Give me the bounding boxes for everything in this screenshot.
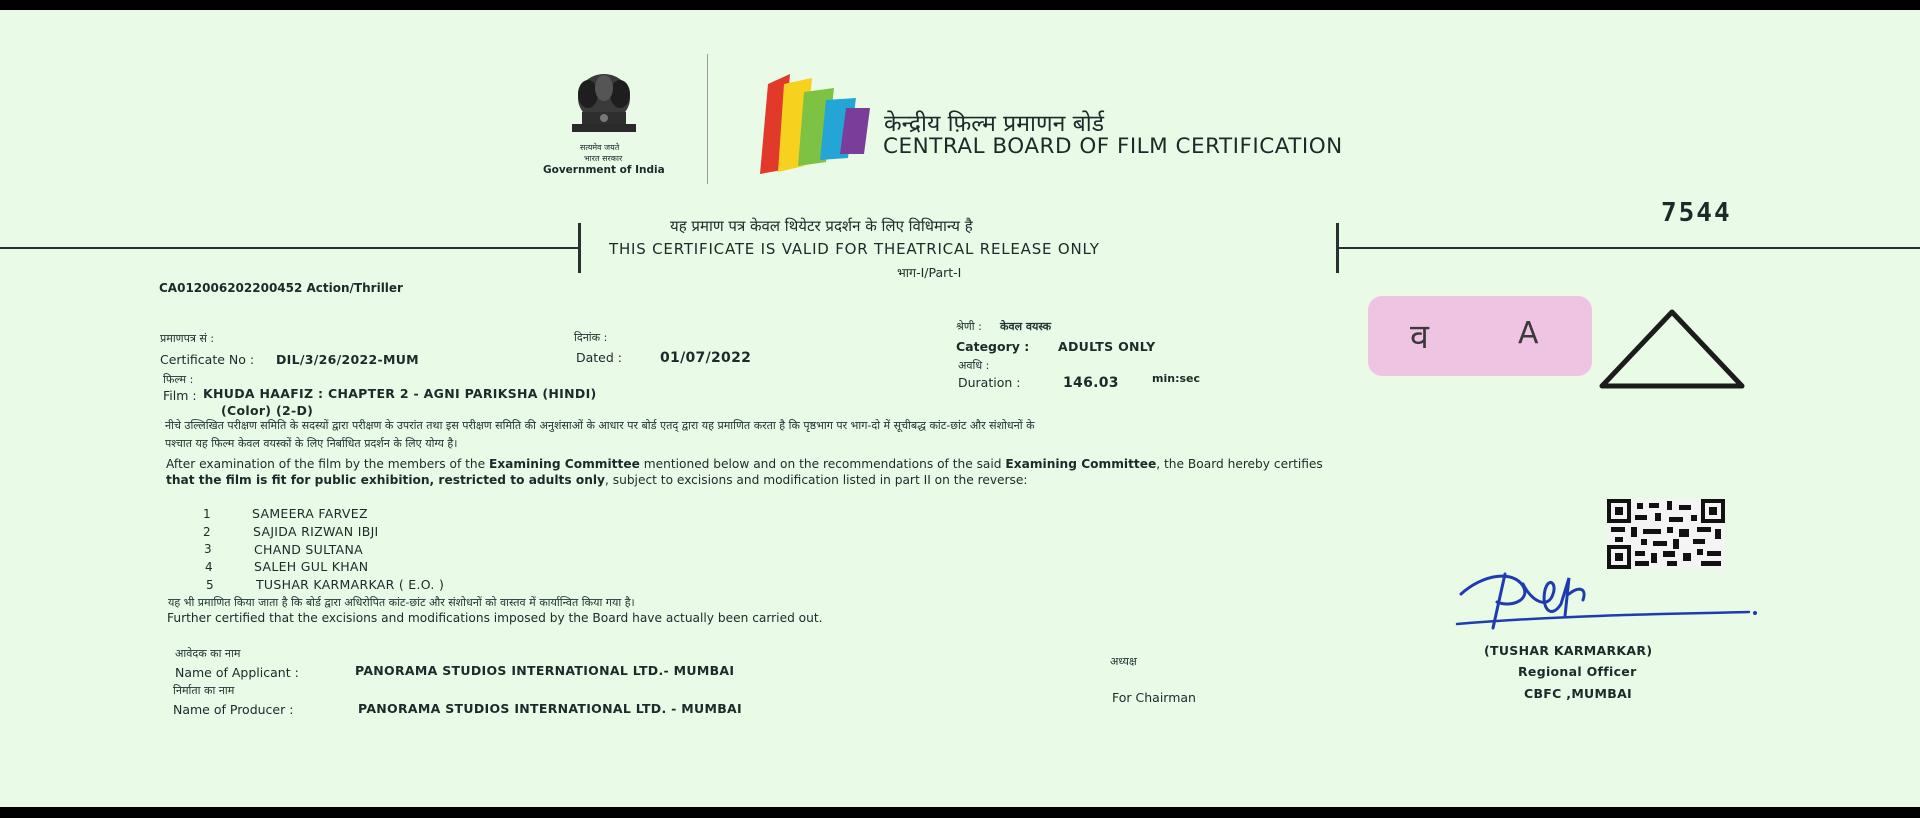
producer-label-hindi: निर्माता का नाम [173, 684, 235, 697]
validity-hindi: यह प्रमाण पत्र केवल थियेटर प्रदर्शन के लिए विधिमान्य है [670, 217, 973, 235]
duration-label-hindi: अवधि : [958, 359, 990, 372]
member-name: CHAND SULTANA [254, 542, 363, 557]
signature-icon [1453, 564, 1759, 636]
text-run: public exhibition, restricted to adults only [314, 473, 605, 487]
left-rule-end [578, 223, 581, 273]
text-run: Examining Committee [489, 457, 640, 471]
certification-english-line2 [166, 473, 1028, 487]
validity-part: भाग-I/Part-I [897, 265, 962, 280]
member-name: SALEH GUL KHAN [254, 559, 369, 574]
category-label: Category : [956, 339, 1030, 354]
text-run: mentioned below and on the recommendations of the said [639, 457, 1006, 471]
dated-value: 01/07/2022 [660, 350, 752, 366]
certification-english-line1 [166, 457, 1323, 471]
film-format: (Color) (2-D) [221, 403, 314, 418]
applicant-label-hindi: आवेदक का नाम [175, 647, 241, 660]
right-rule [1338, 247, 1920, 249]
chairman-label: For Chairman [1112, 690, 1196, 705]
further-english: Further certified that the excisions and modifications imposed by the Board have actually been carried out. [167, 611, 823, 625]
header-divider [707, 54, 708, 184]
text-run: that the film is fit for [166, 473, 315, 487]
rating-letter-english: A [1518, 316, 1539, 351]
duration-unit: min:sec [1152, 372, 1200, 385]
text-run: , subject to excisions and modification listed in part II on the reverse: [605, 473, 1028, 487]
right-rule-end [1336, 223, 1339, 273]
member-name: TUSHAR KARMARKAR ( E.O. ) [256, 577, 445, 592]
rating-badge [1368, 296, 1592, 376]
officer-name: (TUSHAR KARMARKAR) [1484, 643, 1653, 658]
emblem-motto: सत्यमेव जयते [580, 143, 620, 152]
producer-value: PANORAMA STUDIOS INTERNATIONAL LTD. - MUMBAI [358, 701, 742, 716]
applicant-label: Name of Applicant : [175, 665, 299, 680]
member-number: 2 [203, 525, 211, 539]
duration-label: Duration : [958, 375, 1021, 390]
qr-code-icon [1607, 499, 1725, 569]
film-label: Film : [163, 388, 197, 403]
dated-label: Dated : [576, 350, 622, 365]
officer-office: CBFC ,MUMBAI [1524, 686, 1632, 701]
text-run: Examining Committee [1005, 457, 1157, 471]
dated-label-hindi: दिनांक : [574, 331, 608, 344]
certificate-document [0, 10, 1920, 807]
emblem-caption: Government of India [543, 164, 665, 176]
category-label-hindi: श्रेणी : [956, 320, 982, 333]
text-run: After examination of the film by the members of the [166, 457, 489, 471]
text-run: , the Board hereby certifies [1156, 457, 1323, 471]
category-value-hindi: केवल वयस्क [1000, 320, 1052, 333]
member-number: 5 [206, 578, 214, 592]
state-emblem-icon [566, 68, 642, 146]
left-rule [0, 247, 580, 249]
validity-english: THIS CERTIFICATE IS VALID FOR THEATRICAL RELEASE ONLY [609, 240, 1100, 258]
officer-title: Regional Officer [1518, 664, 1637, 679]
board-name-hindi: केन्द्रीय फ़िल्म प्रमाणन बोर्ड [884, 111, 1105, 137]
member-number: 4 [205, 560, 213, 574]
reference-code: CA012006202200452 Action/Thriller [159, 281, 403, 295]
producer-label: Name of Producer : [173, 702, 294, 717]
applicant-value: PANORAMA STUDIOS INTERNATIONAL LTD.- MUMBAI [355, 663, 735, 678]
member-number: 1 [203, 507, 211, 521]
serial-number: 7544 [1661, 198, 1732, 228]
member-name: SAJIDA RIZWAN IBJI [253, 524, 379, 539]
rating-letter-hindi: व [1410, 317, 1429, 357]
certification-hindi-line2: पश्चात यह फिल्म केवल वयस्कों के लिए निर्बाधित प्रदर्शन के लिए योग्य है। [165, 437, 458, 450]
board-name-english: CENTRAL BOARD OF FILM CERTIFICATION [883, 134, 1343, 159]
chairman-label-hindi: अध्यक्ष [1110, 655, 1137, 668]
certificate-number: DIL/3/26/2022-MUM [276, 352, 419, 367]
rating-triangle-icon [1598, 308, 1746, 390]
member-name: SAMEERA FARVEZ [252, 506, 368, 521]
emblem-hindi-caption: भारत सरकार [584, 154, 623, 163]
cbfc-logo-icon [760, 74, 870, 178]
film-title: KHUDA HAAFIZ : CHAPTER 2 - AGNI PARIKSHA (HINDI) [203, 386, 597, 401]
duration-value: 146.03 [1063, 375, 1119, 391]
film-label-hindi: फिल्म : [163, 373, 194, 386]
further-hindi: यह भी प्रमाणित किया जाता है कि बोर्ड द्वारा अधिरोपित कांट-छांट और संशोधनों को वास्तव में कार्यान्वित किया गया है। [168, 596, 635, 609]
category-value: ADULTS ONLY [1058, 339, 1156, 354]
certificate-label-hindi: प्रमाणपत्र सं : [160, 332, 215, 345]
certification-hindi-line1: नीचे उल्लिखित परीक्षण समिति के सदस्यों द्वारा परीक्षण के उपरांत तथा इस परीक्षण समिति की अनुशंसाओं के आधार पर बोर्ड एतद् द्वारा यह प्रमाणित करता है कि पृष्ठभाग पर भाग-दो में सूचीबद्ध कांट-छांट और संशोधनों के [165, 419, 1035, 432]
member-number: 3 [204, 542, 212, 556]
certificate-label: Certificate No : [160, 352, 255, 367]
